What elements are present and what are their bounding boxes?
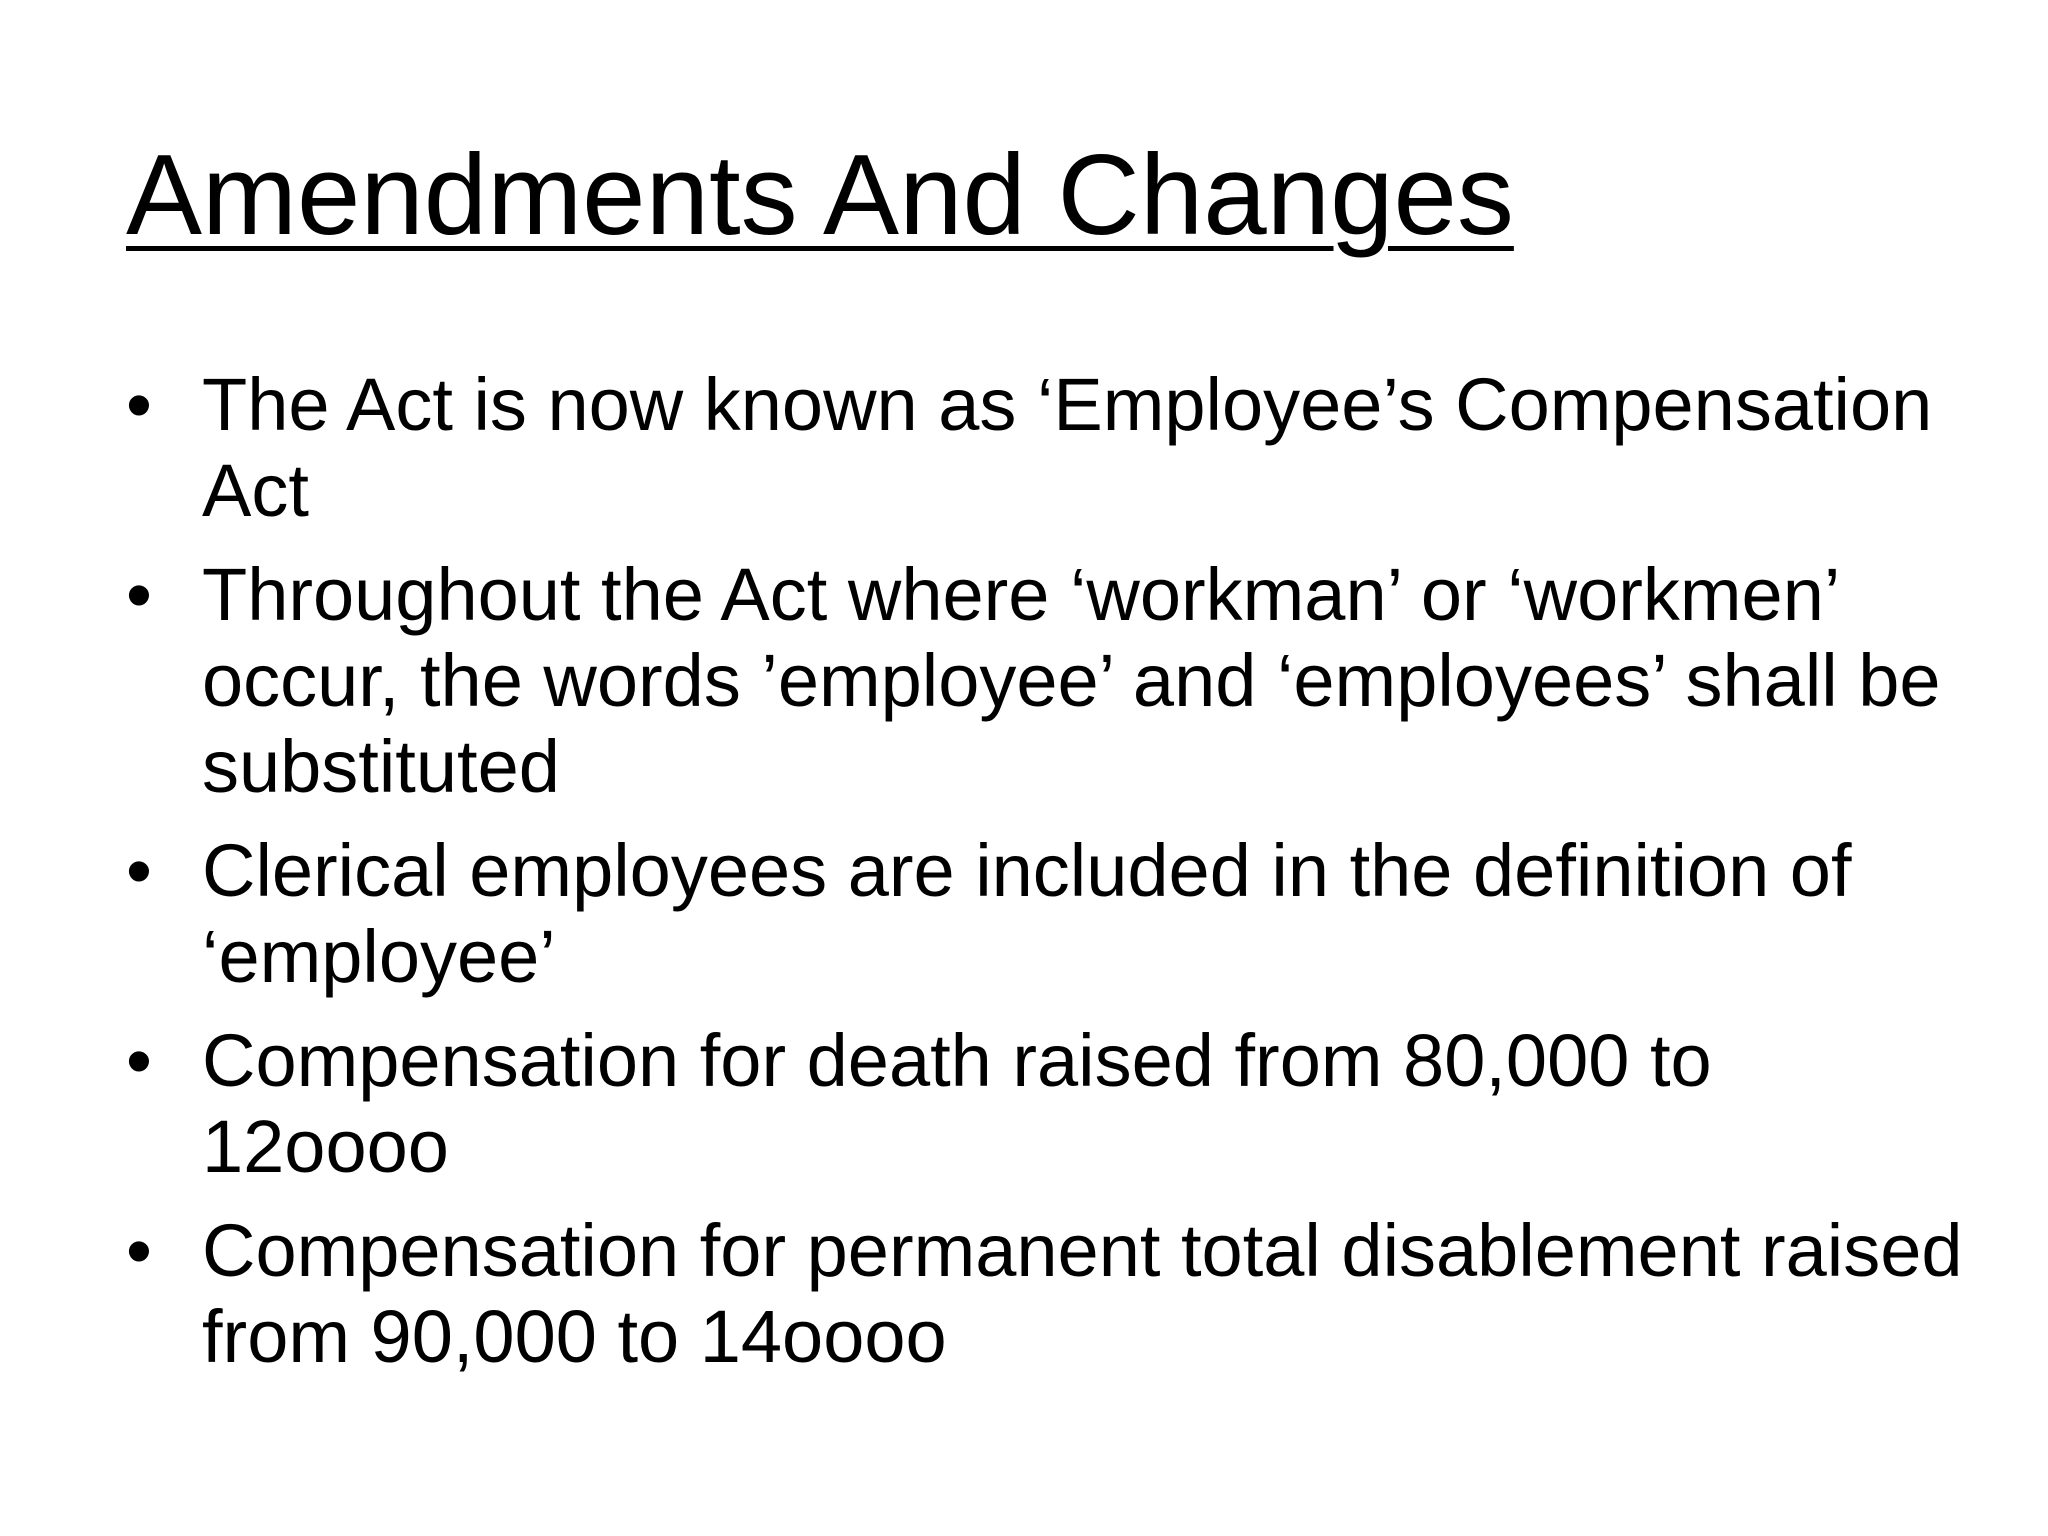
bullet-text: Clerical employees are included in the definition of ‘employee’ xyxy=(202,829,1852,998)
bullet-icon: • xyxy=(126,829,152,912)
bullet-icon: • xyxy=(126,1209,152,1292)
slide-title: Amendments And Changes xyxy=(126,132,1514,259)
bullet-item xyxy=(126,552,1966,810)
bullet-icon: • xyxy=(126,363,152,446)
bullet-text: Compensation for permanent total disablement raised from 90,000 to 14oooo xyxy=(202,1209,1963,1378)
bullet-text: Throughout the Act where ‘workman’ or ‘workmen’ occur, the words ’employee’ and ‘employees’ shall be substituted xyxy=(202,553,1941,808)
bullet-list xyxy=(126,362,1966,1398)
bullet-item xyxy=(126,1018,1966,1190)
bullet-icon: • xyxy=(126,553,152,636)
bullet-item xyxy=(126,1208,1966,1380)
bullet-icon: • xyxy=(126,1019,152,1102)
bullet-item xyxy=(126,828,1966,1000)
bullet-text: The Act is now known as ‘Employee’s Compensation Act xyxy=(202,363,1933,532)
bullet-item xyxy=(126,362,1966,534)
bullet-text: Compensation for death raised from 80,000 to 12oooo xyxy=(202,1019,1712,1188)
